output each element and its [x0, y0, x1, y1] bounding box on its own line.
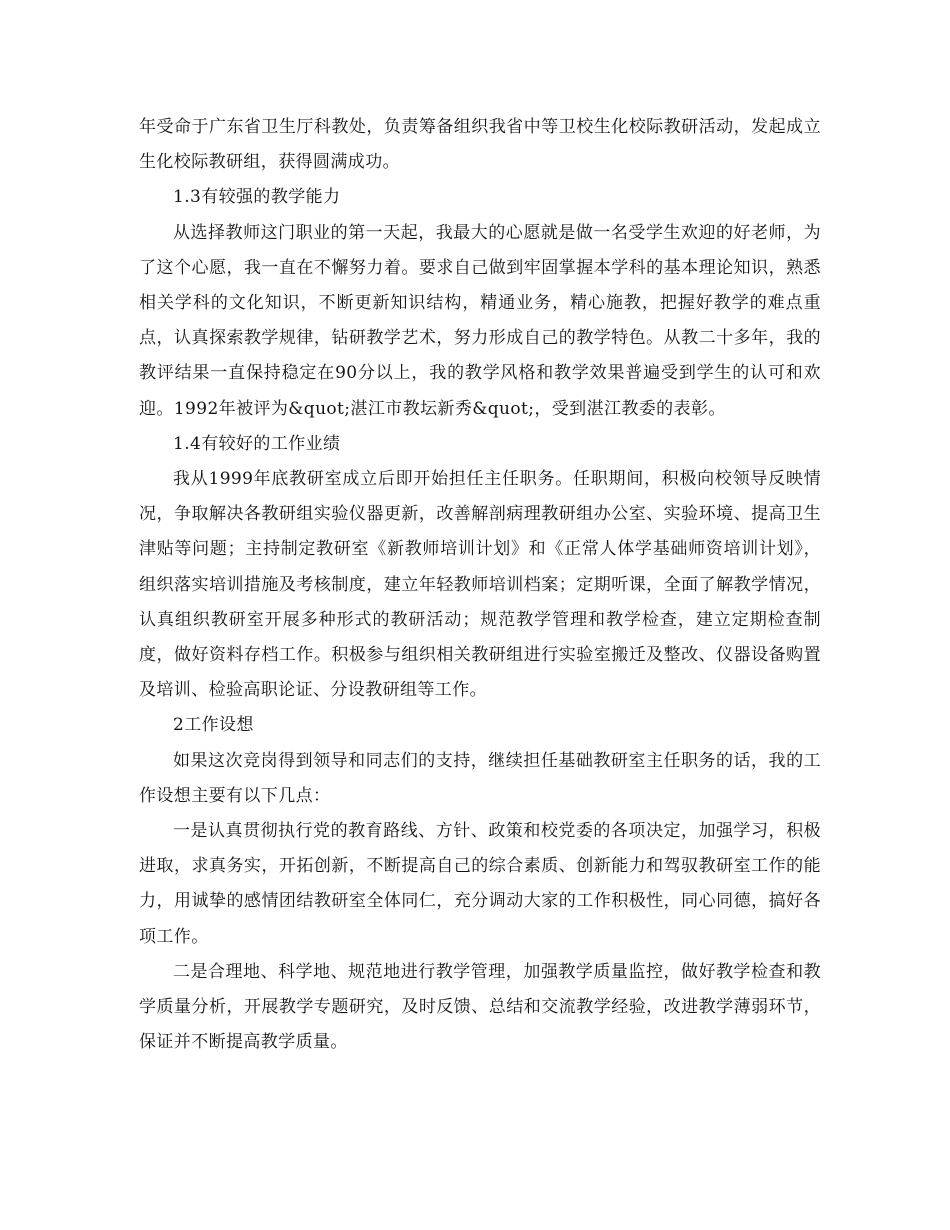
document-body: [139, 110, 821, 1060]
paragraph-work-performance: 我从1999年底教研室成立后即开始担任主任职务。任职期间，积极向校领导反映情况，争取解决各教研组实验仪器更新，改善解剖病理教研组办公室、实验环境、提高卫生津贴等问题；主持制定教研室《新教师培训计划》和《正常人体学基础师资培训计划》，组织落实培训措施及考核制度，建立年轻教师培训档案；定期听课，全面了解教学情况，认真组织教研室开展多种形式的教研活动；规范教学管理和教学检查，建立定期检查制度，做好资料存档工作。积极参与组织相关教研组进行实验室搬迁及整改、仪器设备购置及培训、检验高职论证、分设教研组等工作。: [139, 469, 821, 701]
paragraph-work-plan-intro: 如果这次竞岗得到领导和同志们的支持，继续担任基础教研室主任职务的话，我的工作设想主要有以下几点：: [139, 750, 821, 806]
section-heading-work-performance: 1.4有较好的工作业绩: [173, 433, 341, 454]
section-heading-work-plan: 2工作设想: [173, 715, 254, 736]
paragraph-intro-continuation: 年受命于广东省卫生厅科教处，负责筹备组织我省中等卫校生化校际教研活动，发起成立生化校际教研组，获得圆满成功。: [139, 117, 821, 173]
section-heading-teaching-ability: 1.3有较强的教学能力: [173, 187, 341, 208]
paragraph-teaching-ability: 从选择教师这门职业的第一天起，我最大的心愿就是做一名受学生欢迎的好老师，为了这个心愿，我一直在不懈努力着。要求自己做到牢固掌握本学科的基本理论知识，熟悉相关学科的文化知识，不断更新知识结构，精通业务，精心施教，把握好教学的难点重点，认真探索教学规律，钻研教学艺术，努力形成自己的教学特色。从教二十多年，我的教评结果一直保持稳定在90分以上，我的教学风格和教学效果普遍受到学生的认可和欢迎。1992年被评为&quot;湛江市教坛新秀&quot;，受到湛江教委的表彰。: [139, 222, 821, 419]
paragraph-work-plan-point-1: 一是认真贯彻执行党的教育路线、方针、政策和校党委的各项决定，加强学习，积极进取，求真务实，开拓创新，不断提高自己的综合素质、创新能力和驾驭教研室工作的能力，用诚挚的感情团结教研室全体同仁，充分调动大家的工作积极性，同心同德，搞好各项工作。: [139, 821, 821, 947]
paragraph-work-plan-point-2: 二是合理地、科学地、规范地进行教学管理，加强教学质量监控，做好教学检查和教学质量分析，开展教学专题研究，及时反馈、总结和交流教学经验，改进教学薄弱环节，保证并不断提高教学质量。: [139, 961, 821, 1053]
